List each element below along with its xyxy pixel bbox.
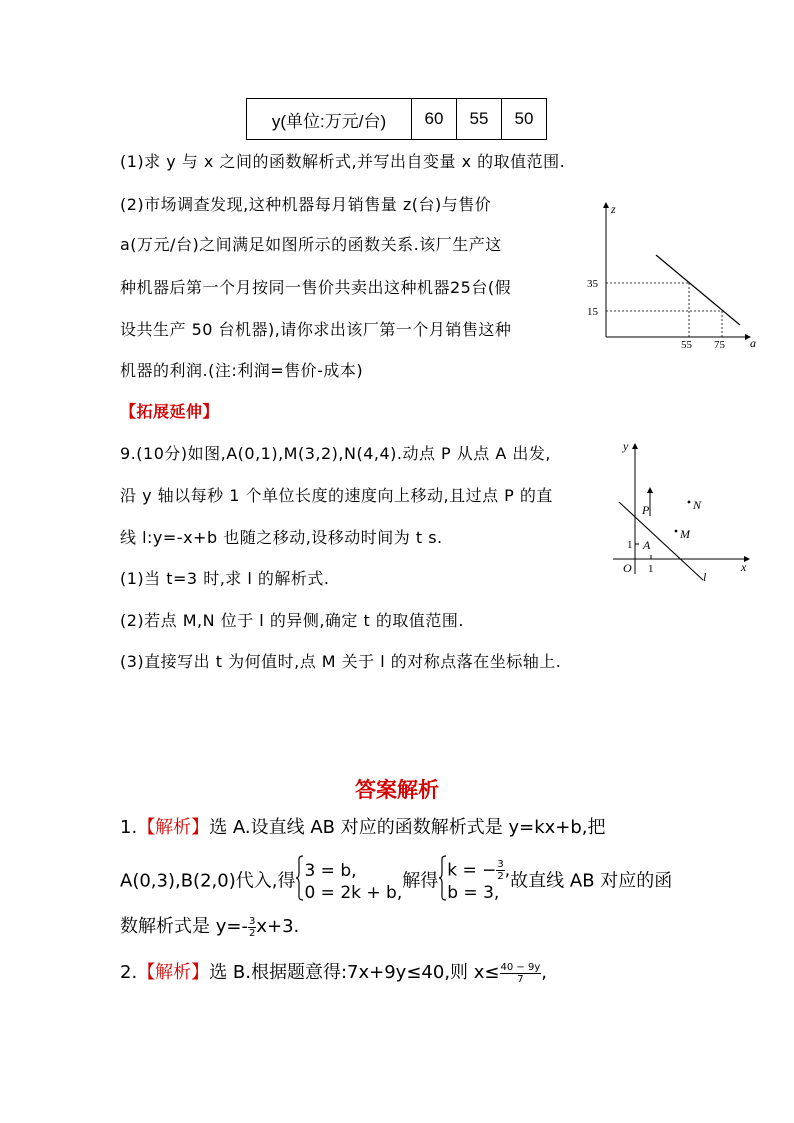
fraction-numerator: 3 (248, 915, 256, 927)
equation-text: , (504, 860, 511, 881)
equation-text: k = − (447, 860, 497, 881)
point-a-label: A (643, 538, 651, 552)
q8-part2-line: a(万元/台)之间满足如图所示的函数关系.该厂生产这 (120, 235, 502, 254)
point-n (688, 501, 691, 504)
answer-1-mid: 解得 (402, 870, 439, 892)
coordinate-graph (605, 434, 755, 584)
equation-line (447, 859, 510, 882)
answer-number: 1. (120, 817, 138, 838)
point-m (675, 530, 678, 533)
x-tick-label: 1 (648, 563, 654, 575)
equation-line: 0 = 2k + b, (304, 882, 403, 903)
answer-1-line1 (120, 816, 606, 840)
equation-system-2 (447, 859, 510, 904)
table-value-cell: 60 (412, 99, 457, 140)
q8-part1: (1)求 y 与 x 之间的函数解析式,并写出自变量 x 的取值范围. (120, 152, 566, 171)
x-axis-label: a (750, 336, 756, 350)
y-axis-label: y (623, 439, 629, 453)
table-value-cell: 55 (457, 99, 502, 140)
y-tick-label: 1 (627, 539, 633, 551)
left-brace (438, 855, 447, 908)
fraction (496, 859, 504, 882)
q9-line: 9.(10分)如图,A(0,1),M(3,2),N(4,4).动点 P 从点 A 出发, (120, 444, 551, 463)
q8-part2-line: (2)市场调查发现,这种机器每月销售量 z(台)与售价 (120, 195, 492, 214)
equation-line: 3 = b, (304, 860, 357, 881)
fraction-numerator: 3 (497, 859, 504, 870)
answer-2-text: 选 B.根据题意得:7x+9y≤40,则 x≤ (209, 962, 500, 983)
answer-1-text: x+3. (256, 916, 300, 937)
price-table (246, 98, 547, 140)
fraction (500, 962, 542, 985)
q9-line: (1)当 t=3 时,求 l 的解析式. (120, 569, 330, 588)
line-l-label: l (703, 570, 707, 584)
q8-part2-line: 设共生产 50 台机器),请你求出该厂第一个月销售这种 (120, 320, 512, 339)
answer-2 (120, 961, 547, 985)
q9-line: 沿 y 轴以每秒 1 个单位长度的速度向上移动,且过点 P 的直 (120, 486, 553, 505)
y-axis-label: z (611, 202, 616, 216)
answer-2-text: , (541, 962, 547, 983)
point-p-label: P (642, 503, 650, 517)
left-brace (295, 855, 304, 908)
x-tick-label: 55 (681, 339, 692, 351)
origin-label: O (623, 561, 632, 575)
analysis-tag: 【解析】 (137, 817, 210, 838)
answers-title: 答案解析 (355, 778, 439, 802)
y-tick-label: 15 (587, 306, 598, 318)
table-label-cell: y(单位:万元/台) (247, 99, 412, 140)
q8-part2-line: 机器的利润.(注:利润=售价-成本) (120, 361, 364, 380)
point-m-label: M (680, 527, 690, 541)
sales-line (656, 255, 740, 325)
answer-1-text: 数解析式是 y=- (120, 916, 248, 937)
fraction-numerator: 40 − 9y (500, 961, 541, 973)
point-n-label: N (693, 498, 702, 512)
fraction-denominator: 7 (517, 973, 524, 985)
q9-line: (2)若点 M,N 位于 l 的异侧,确定 t 的取值范围. (120, 611, 464, 630)
q9-line: 线 l:y=-x+b 也随之移动,设移动时间为 t s. (120, 528, 443, 547)
q9-line: (3)直接写出 t 为何值时,点 M 关于 l 的对称点落在坐标轴上. (120, 652, 562, 671)
answer-1-pre: A(0,3),B(2,0)代入,得 (120, 870, 296, 892)
x-axis-label: x (741, 560, 747, 574)
answer-number: 2. (120, 962, 138, 983)
answer-1-line3 (120, 915, 299, 939)
equation-system-1 (304, 860, 402, 904)
fraction-denominator: 2 (248, 927, 256, 939)
table-value-cell: 50 (502, 99, 547, 140)
answer-1-post: 故直线 AB 对应的函 (510, 870, 673, 892)
equation-line: b = 3, (447, 883, 500, 903)
y-tick-label: 35 (587, 278, 598, 290)
fraction-denominator: 2 (497, 871, 504, 882)
analysis-tag: 【解析】 (137, 962, 210, 983)
x-tick-label: 75 (714, 339, 725, 351)
q8-part2-line: 种机器后第一个月按同一售价共卖出这种机器25台(假 (120, 278, 512, 297)
extension-heading: 【拓展延伸】 (120, 402, 220, 421)
answer-1-text: 选 A.设直线 AB 对应的函数解析式是 y=kx+b,把 (209, 817, 606, 838)
sales-price-graph (580, 195, 770, 355)
answer-1-line2 (120, 855, 672, 908)
